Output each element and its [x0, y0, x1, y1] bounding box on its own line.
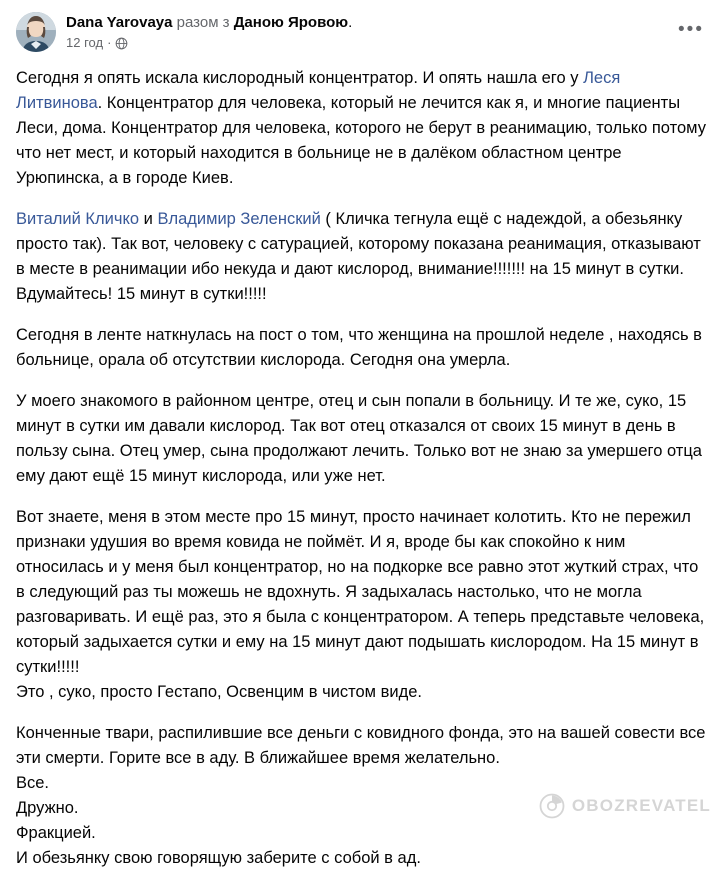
post-paragraph: Вот знаете, меня в этом месте про 15 минут, просто начинает колотить. Кто не пережил признаки удушия во время ковида не поймёт. И я, вроде бы как спокойно к ним относилась и у меня был концентратор, но на подкорке все равно этот жуткий страх, что в следующий раз ты можешь не вдохнуть. Я задыхалась настолько, что не могла разговаривать. И ещё раз, это я была с концентратором. А теперь представьте человека, который задыхается сутки и ему на 15 минут дают подышать кислородом. На 15 минут в сутки!!!!! [16, 508, 705, 676]
watermark-text: OBOZREVATEL [571, 796, 711, 815]
post-paragraph: Это , суко, просто Гестапо, Освенцим в чистом виде. [16, 683, 422, 701]
post-body [16, 66, 709, 871]
avatar[interactable] [16, 12, 56, 52]
profile-link[interactable]: Леся Литвинова [16, 69, 621, 112]
post-name-end: . [348, 14, 353, 31]
post-paragraph [16, 207, 709, 307]
post-paragraph: Дружно. [16, 799, 79, 817]
post-paragraph: Фракцией. [16, 824, 96, 842]
post-paragraph: У моего знакомого в районном центре, отец и сын попали в больницу. И те же, суко, 15 минут в сутки им давали кислород. Так вот отец отказался от своих 15 минут в день в пользу сына. Отец умер, сына продолжают лечить. Только вот не знаю за умершего отца ему дают ещё 15 минут кислорода, или уже нет. [16, 392, 702, 485]
post-header-text [66, 12, 709, 51]
post-paragraph: Все. [16, 774, 50, 792]
post-shared-with-name[interactable]: Даною Яровою [233, 14, 349, 31]
paragraph-text: . Концентратор для человека, который не лечится как я, и многие пациенты Леси, дома. Концентратор для человека, которого не берут в реанимацию, только потому что нет мест, и который находится в больнице не в далёком областном центре Урюпинска, а в городе Киев. [16, 94, 706, 187]
post-header [16, 12, 709, 56]
profile-link[interactable]: Виталий Кличко [16, 210, 140, 228]
post-timestamp[interactable]: 12 год [66, 35, 104, 50]
profile-link[interactable]: Владимир Зеленский [157, 210, 321, 228]
post-author-line [66, 13, 709, 33]
post-meta [66, 35, 709, 51]
paragraph-text: ( Кличка тегнула ещё с надеждой, а обезьянку просто так). Так вот, человеку с сатурацией, которому показана реанимация, отказывают в месте в реанимации ибо некуда и дают кислород, внимание!!!!!!! на 15 минут в сутки. Вдумайтесь! 15 минут в сутки!!!!! [16, 210, 701, 303]
globe-icon[interactable] [115, 37, 128, 50]
paragraph-text: Сегодня я опять искала кислородный концентратор. И опять нашла его у [16, 69, 584, 87]
paragraph-text: и [139, 210, 158, 228]
post-paragraph: И обезьянку свою говорящую заберите с собой в ад. [16, 849, 421, 867]
post-paragraph: Сегодня в ленте наткнулась на пост о том, что женщина на прошлой неделе , находясь в больнице, орала об отсутствии кислорода. Сегодня она умерла. [16, 326, 702, 369]
post-paragraph [16, 66, 709, 191]
post-connector-text: разом з [172, 14, 234, 31]
post-author-name[interactable]: Dana Yarovaya [66, 14, 173, 31]
more-options-icon[interactable]: ••• [678, 18, 704, 40]
meta-separator: · [107, 35, 112, 50]
post-paragraph: Конченные твари, распилившие все деньги с ковидного фонда, это на вашей совести все эти смерти. Горите все в аду. В ближайшее время желательно. [16, 724, 706, 767]
